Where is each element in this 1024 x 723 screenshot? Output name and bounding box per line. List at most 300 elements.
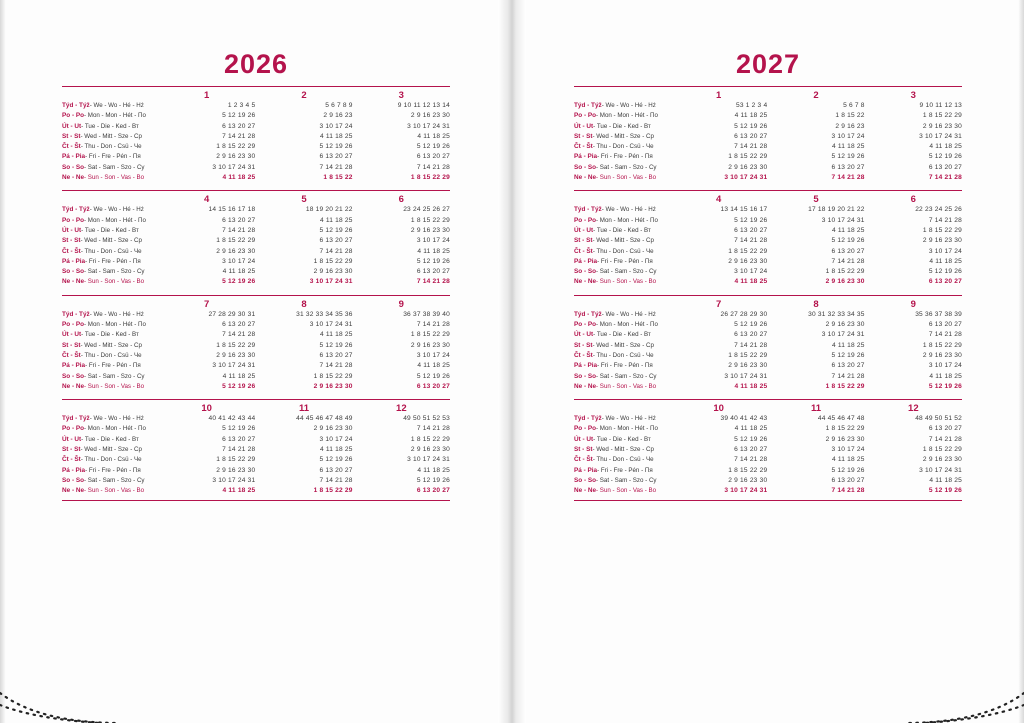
day-label-abbrev: Pá - Pia — [574, 466, 598, 474]
day-numbers-cell: 2 9 16 23 30 — [825, 435, 865, 443]
day-label — [574, 445, 670, 455]
day-label-translations: - We - Wo - Hé - Hż — [89, 415, 144, 423]
quarter-block — [574, 399, 962, 500]
day-row-sun — [574, 173, 962, 183]
day-numbers-cell: 4 11 18 25 — [831, 456, 865, 464]
day-numbers-cell: 1 8 15 22 29 — [313, 372, 353, 380]
day-numbers-cell: 13 14 15 16 17 — [720, 206, 768, 214]
day-label-abbrev: Čt - Št — [574, 351, 593, 359]
day-label-translations: - Fri - Fre - Pén - Пя — [85, 362, 141, 370]
day-row-thu — [574, 455, 962, 465]
day-label-abbrev: Ne - Ne — [574, 278, 597, 286]
month-number: 9 — [398, 298, 404, 310]
day-label-translations: - We - Wo - Hé - Hż — [601, 102, 656, 109]
day-numbers-cell: 6 13 20 27 — [416, 268, 450, 276]
day-label-abbrev: St - St — [574, 341, 593, 349]
month-header-row — [574, 90, 962, 101]
day-label-translations: - Thu - Don - Csü - Че — [592, 456, 654, 464]
day-label-translations: - Mon - Mon - Hét - По — [596, 216, 658, 224]
day-numbers-cell: 3 10 17 24 — [319, 435, 353, 443]
day-row-mon — [62, 424, 450, 434]
day-label — [574, 111, 670, 121]
day-label — [62, 216, 158, 226]
day-label-translations: - Mon - Mon - Hét - По — [84, 216, 146, 224]
day-numbers-cell: 3 10 17 24 31 — [212, 476, 256, 484]
month-header-spacer — [62, 299, 158, 310]
day-numbers-cell: 2 9 16 23 30 — [825, 278, 865, 286]
day-label-translations: - Tue - Die - Ked - Вт — [593, 331, 651, 339]
page-corner-decoration-right — [904, 653, 1024, 723]
day-row-mon — [62, 320, 450, 330]
day-numbers-cell: 4 11 18 25 — [319, 216, 353, 224]
day-label-translations: - Tue - Die - Ked - Вт — [593, 435, 651, 443]
day-numbers-cell: 39 40 41 42 43 — [720, 415, 768, 423]
day-numbers-cell: 1 8 15 22 29 — [922, 446, 962, 454]
day-label-abbrev: Po - Po — [62, 216, 85, 224]
day-row-tue — [62, 226, 450, 236]
page-edge-right — [1018, 0, 1024, 723]
day-label-translations: - Tue - Die - Ked - Вт — [81, 331, 139, 339]
page-corner-decoration-left — [0, 653, 120, 723]
day-label — [62, 382, 158, 392]
day-numbers-cell: 1 2 3 4 5 — [227, 102, 256, 109]
day-label-abbrev: So - So — [574, 372, 597, 380]
day-numbers-cell: 3 10 17 24 31 — [919, 132, 962, 140]
day-numbers-cell: 6 13 20 27 — [831, 247, 865, 255]
day-label — [62, 341, 158, 351]
day-numbers-cell: 6 13 20 27 — [319, 153, 353, 161]
day-label-translations: - Sat - Sam - Szo - Су — [84, 268, 145, 276]
day-label-abbrev: So - So — [62, 163, 85, 171]
month-header-spacer — [574, 403, 670, 414]
day-label — [62, 361, 158, 371]
day-label-translations: - We - Wo - Hé - Hż — [601, 206, 656, 214]
day-label-abbrev: St - St — [574, 237, 593, 245]
day-numbers-cell: 5 12 19 26 — [734, 435, 768, 443]
day-label — [62, 424, 158, 434]
day-label-translations: - Wed - Mitt - Sze - Ср — [592, 132, 654, 140]
day-label — [62, 351, 158, 361]
quarter-table — [574, 205, 962, 287]
day-label — [574, 142, 670, 152]
day-numbers-cell: 4 11 18 25 — [222, 372, 256, 380]
day-row-fri — [574, 361, 962, 371]
day-label — [574, 277, 670, 287]
day-label — [62, 152, 158, 162]
quarter-table — [62, 101, 450, 183]
day-numbers-cell: 1 8 15 22 29 — [216, 341, 256, 349]
day-numbers-cell: 5 12 19 26 — [222, 112, 256, 120]
day-numbers-cell: 4 11 18 25 — [319, 446, 353, 454]
page-right — [512, 0, 1024, 723]
day-label-abbrev: So - So — [62, 268, 85, 276]
day-numbers-cell: 31 32 33 34 35 36 — [296, 310, 353, 318]
day-numbers-cell: 48 49 50 51 52 — [915, 415, 962, 423]
day-label-translations: - Tue - Die - Ked - Вт — [593, 226, 651, 234]
day-numbers-cell: 1 8 15 22 29 — [728, 351, 768, 359]
day-numbers-cell: 4 11 18 25 — [319, 331, 353, 339]
day-numbers-cell: 1 8 15 22 29 — [410, 435, 450, 443]
day-label-translations: - Thu - Don - Csü - Че — [592, 351, 654, 359]
day-label-abbrev: St - St — [62, 132, 81, 140]
day-numbers-cell: 6 13 20 27 — [319, 237, 353, 245]
day-label-abbrev: St - St — [574, 446, 593, 454]
day-row-sat — [574, 267, 962, 277]
day-row-week — [574, 414, 962, 424]
day-numbers-cell: 3 10 17 24 — [416, 351, 450, 359]
day-label-abbrev: Po - Po — [62, 425, 85, 433]
day-numbers-cell: 5 12 19 26 — [319, 456, 353, 464]
day-label-translations: - We - Wo - Hé - Hż — [601, 415, 656, 423]
day-numbers-cell: 2 9 16 23 30 — [313, 268, 353, 276]
day-row-wed — [574, 445, 962, 455]
day-label — [574, 173, 670, 183]
day-row-tue — [62, 122, 450, 132]
day-label-abbrev: Týd - Týž — [62, 102, 90, 109]
day-label-abbrev: Týd - Týž — [574, 415, 602, 423]
day-label-translations: - Sun - Son - Vas - Во — [596, 174, 657, 182]
day-numbers-cell: 53 1 2 3 4 — [735, 102, 768, 109]
day-row-sat — [62, 163, 450, 173]
day-row-sun — [62, 486, 450, 496]
day-label — [574, 205, 670, 215]
day-numbers-cell: 7 14 21 28 — [928, 216, 962, 224]
day-numbers-cell: 1 8 15 22 29 — [728, 247, 768, 255]
day-numbers-cell: 3 10 17 24 31 — [212, 163, 256, 171]
day-label-abbrev: Po - Po — [62, 321, 85, 329]
quarter-table — [62, 414, 450, 496]
month-number: 5 — [813, 194, 819, 206]
day-label-abbrev: Týd - Týž — [574, 310, 602, 318]
day-numbers-cell: 5 12 19 26 — [831, 351, 865, 359]
day-numbers-cell: 3 10 17 24 31 — [212, 362, 256, 370]
day-label-abbrev: Týd - Týž — [574, 206, 602, 214]
day-label-abbrev: Týd - Týž — [574, 102, 602, 109]
day-numbers-cell: 4 11 18 25 — [734, 425, 768, 433]
day-numbers-cell: 5 12 19 26 — [319, 341, 353, 349]
day-label — [574, 455, 670, 465]
day-numbers-cell: 7 14 21 28 — [319, 362, 353, 370]
day-row-week — [62, 414, 450, 424]
month-header-row — [62, 90, 450, 101]
day-label-abbrev: St - St — [62, 237, 81, 245]
day-numbers-cell: 5 6 7 8 9 — [325, 102, 353, 109]
day-numbers-cell: 44 45 46 47 48 — [817, 415, 865, 423]
day-row-fri — [574, 152, 962, 162]
day-numbers-cell: 5 12 19 26 — [928, 268, 962, 276]
day-label-translations: - Sat - Sam - Szo - Су — [84, 163, 145, 171]
day-numbers-cell: 7 14 21 28 — [416, 321, 450, 329]
day-label-translations: - Fri - Fre - Pén - Пя — [597, 153, 653, 161]
day-numbers-cell: 35 36 37 38 39 — [915, 310, 962, 318]
day-numbers-cell: 4 11 18 25 — [929, 476, 962, 484]
day-numbers-cell: 7 14 21 28 — [734, 341, 768, 349]
day-row-week — [62, 310, 450, 320]
day-label-translations: - Mon - Mon - Hét - По — [84, 425, 146, 433]
day-label — [62, 486, 158, 496]
day-label — [62, 267, 158, 277]
day-numbers-cell: 5 12 19 26 — [416, 372, 450, 380]
day-label — [574, 330, 670, 340]
day-row-wed — [62, 341, 450, 351]
day-numbers-cell: 6 13 20 27 — [734, 331, 768, 339]
day-label-translations: - Thu - Don - Csü - Че — [80, 143, 142, 151]
month-header-row — [574, 299, 962, 310]
day-numbers-cell: 4 11 18 25 — [734, 382, 768, 390]
day-numbers-cell: 6 13 20 27 — [928, 278, 962, 286]
day-numbers-cell: 7 14 21 28 — [319, 476, 353, 484]
day-row-tue — [62, 330, 450, 340]
day-numbers-cell: 6 13 20 27 — [928, 321, 962, 329]
day-row-thu — [574, 142, 962, 152]
month-number: 7 — [204, 298, 210, 310]
calendar-left — [0, 86, 512, 501]
day-numbers-cell: 18 19 20 21 22 — [305, 206, 353, 214]
month-header-spacer — [62, 403, 158, 414]
day-numbers-cell: 2 9 16 23 30 — [313, 382, 353, 390]
month-number: 3 — [910, 90, 916, 101]
day-numbers-cell: 1 8 15 22 29 — [313, 257, 353, 265]
day-label-abbrev: Čt - Št — [62, 351, 81, 359]
day-numbers-cell: 6 13 20 27 — [416, 382, 450, 390]
day-label-translations: - We - Wo - Hé - Hż — [89, 102, 144, 109]
day-label-translations: - Wed - Mitt - Sze - Ср — [80, 341, 142, 349]
quarter-table — [574, 101, 962, 183]
day-label-abbrev: Út - Ut — [574, 435, 594, 443]
day-row-sat — [62, 372, 450, 382]
day-label — [62, 435, 158, 445]
day-numbers-cell: 7 14 21 28 — [222, 132, 256, 140]
day-numbers-cell: 5 12 19 26 — [928, 382, 962, 390]
day-label-translations: - Sun - Son - Vas - Во — [84, 382, 145, 390]
day-row-wed — [62, 236, 450, 246]
day-numbers-cell: 2 9 16 23 30 — [922, 456, 962, 464]
day-label-abbrev: Ne - Ne — [574, 174, 597, 182]
day-label-abbrev: Čt - Št — [62, 143, 81, 151]
day-label-translations: - Sun - Son - Vas - Во — [84, 174, 145, 182]
day-numbers-cell: 1 8 15 22 29 — [825, 268, 865, 276]
day-numbers-cell: 3 10 17 24 31 — [821, 216, 865, 224]
day-row-tue — [574, 330, 962, 340]
day-numbers-cell: 2 9 16 23 30 — [728, 362, 768, 370]
day-label-abbrev: Čt - Št — [62, 456, 81, 464]
day-numbers-cell: 7 14 21 28 — [831, 174, 865, 182]
day-label — [574, 414, 670, 424]
day-label — [574, 310, 670, 320]
day-row-week — [62, 205, 450, 215]
day-numbers-cell: 5 12 19 26 — [734, 122, 768, 130]
month-header-spacer — [574, 194, 670, 205]
day-row-thu — [574, 351, 962, 361]
day-label — [62, 132, 158, 142]
day-label — [62, 111, 158, 121]
day-numbers-cell: 3 10 17 24 — [831, 132, 865, 140]
day-label — [62, 320, 158, 330]
day-numbers-cell: 4 11 18 25 — [831, 341, 865, 349]
month-header-spacer — [62, 194, 158, 205]
day-numbers-cell: 2 9 16 23 30 — [216, 247, 256, 255]
day-label — [574, 466, 670, 476]
day-label-translations: - Fri - Fre - Pén - Пя — [85, 153, 141, 161]
day-row-mon — [574, 424, 962, 434]
day-numbers-cell: 2 9 16 23 30 — [825, 321, 865, 329]
quarter-block — [574, 295, 962, 392]
day-numbers-cell: 3 10 17 24 31 — [724, 174, 768, 182]
month-number: 12 — [396, 403, 407, 415]
day-numbers-cell: 4 11 18 25 — [831, 226, 865, 234]
day-numbers-cell: 5 12 19 26 — [319, 226, 353, 234]
day-numbers-cell: 7 14 21 28 — [222, 226, 256, 234]
day-label — [574, 236, 670, 246]
day-label-translations: - Sat - Sam - Szo - Су — [84, 372, 145, 380]
day-numbers-cell: 6 13 20 27 — [831, 476, 865, 484]
day-label-abbrev: Út - Ut — [62, 331, 82, 339]
day-numbers-cell: 27 28 29 30 31 — [208, 310, 256, 318]
day-numbers-cell: 2 9 16 23 30 — [216, 153, 256, 161]
day-numbers-cell: 6 13 20 27 — [319, 466, 353, 474]
month-header-spacer — [574, 299, 670, 310]
month-number: 4 — [716, 194, 722, 206]
day-label-translations: - Fri - Fre - Pén - Пя — [597, 362, 653, 370]
day-label-abbrev: Út - Ut — [62, 226, 82, 234]
day-label-abbrev: Týd - Týž — [62, 415, 90, 423]
day-row-week — [62, 101, 450, 111]
month-number: 4 — [204, 194, 210, 206]
quarter-table — [62, 205, 450, 287]
day-row-week — [574, 101, 962, 111]
day-numbers-cell: 49 50 51 52 53 — [403, 415, 450, 423]
day-row-wed — [574, 132, 962, 142]
day-numbers-cell: 4 11 18 25 — [929, 372, 962, 380]
day-numbers-cell: 4 11 18 25 — [734, 112, 768, 120]
day-numbers-cell: 5 12 19 26 — [319, 143, 353, 151]
day-numbers-cell: 6 13 20 27 — [222, 321, 256, 329]
day-label — [574, 341, 670, 351]
day-numbers-cell: 7 14 21 28 — [928, 174, 962, 182]
day-label — [62, 310, 158, 320]
day-label-translations: - Sat - Sam - Szo - Су — [84, 476, 145, 484]
day-numbers-cell: 5 12 19 26 — [222, 425, 256, 433]
day-numbers-cell: 26 27 28 29 30 — [720, 310, 768, 318]
day-numbers-cell: 1 8 15 22 29 — [728, 153, 768, 161]
day-numbers-cell: 7 14 21 28 — [222, 331, 256, 339]
day-numbers-cell: 17 18 19 20 21 22 — [808, 206, 865, 214]
day-row-fri — [574, 466, 962, 476]
day-numbers-cell: 6 13 20 27 — [734, 446, 768, 454]
day-row-mon — [574, 320, 962, 330]
day-numbers-cell: 4 11 18 25 — [417, 362, 450, 370]
day-row-thu — [62, 142, 450, 152]
month-number: 7 — [716, 298, 722, 310]
day-numbers-cell: 3 10 17 24 31 — [407, 122, 450, 130]
day-numbers-cell: 4 11 18 25 — [417, 247, 450, 255]
day-numbers-cell: 5 12 19 26 — [222, 382, 256, 390]
day-row-sun — [62, 382, 450, 392]
day-numbers-cell: 6 13 20 27 — [319, 351, 353, 359]
day-numbers-cell: 7 14 21 28 — [734, 456, 768, 464]
day-numbers-cell: 6 13 20 27 — [831, 163, 865, 171]
day-numbers-cell: 6 13 20 27 — [734, 132, 768, 140]
day-label — [574, 351, 670, 361]
day-label-translations: - Thu - Don - Csü - Че — [592, 143, 654, 151]
day-numbers-cell: 5 12 19 26 — [831, 237, 865, 245]
day-numbers-cell: 3 10 17 24 31 — [724, 372, 768, 380]
day-row-sun — [62, 277, 450, 287]
day-label-translations: - Thu - Don - Csü - Че — [80, 247, 142, 255]
day-numbers-cell: 2 9 16 23 30 — [922, 122, 962, 130]
quarter-block — [62, 399, 450, 500]
page-edge-left — [0, 0, 6, 723]
day-row-thu — [62, 351, 450, 361]
day-label-translations: - Mon - Mon - Hét - По — [596, 425, 658, 433]
day-row-wed — [62, 132, 450, 142]
day-label-abbrev: Čt - Št — [574, 247, 593, 255]
day-row-sun — [574, 382, 962, 392]
day-numbers-cell: 2 9 16 23 — [835, 122, 865, 130]
day-label — [62, 414, 158, 424]
day-label-translations: - Fri - Fre - Pén - Пя — [597, 466, 653, 474]
day-label-translations: - Wed - Mitt - Sze - Ср — [80, 237, 142, 245]
day-numbers-cell: 7 14 21 28 — [416, 425, 450, 433]
day-label — [574, 382, 670, 392]
day-numbers-cell: 5 12 19 26 — [928, 153, 962, 161]
day-numbers-cell: 1 8 15 22 — [835, 112, 865, 120]
day-label-translations: - Wed - Mitt - Sze - Ср — [80, 446, 142, 454]
day-label — [62, 330, 158, 340]
day-label-translations: - Sun - Son - Vas - Во — [84, 487, 145, 495]
day-numbers-cell: 2 9 16 23 30 — [216, 466, 256, 474]
day-row-mon — [62, 216, 450, 226]
month-number: 11 — [298, 403, 310, 415]
day-label-abbrev: Pá - Pia — [62, 153, 86, 161]
day-label-abbrev: Pá - Pia — [62, 362, 86, 370]
day-numbers-cell: 1 8 15 22 29 — [216, 456, 256, 464]
day-row-mon — [574, 111, 962, 121]
day-label-abbrev: So - So — [62, 476, 85, 484]
day-row-fri — [62, 466, 450, 476]
day-label — [62, 372, 158, 382]
month-number: 1 — [204, 90, 210, 101]
day-numbers-cell: 4 11 18 25 — [417, 132, 450, 140]
day-label-abbrev: Po - Po — [574, 321, 597, 329]
day-label — [574, 486, 670, 496]
day-numbers-cell: 5 12 19 26 — [928, 487, 962, 495]
month-number: 3 — [398, 90, 404, 101]
day-label-abbrev: Ne - Ne — [62, 174, 85, 182]
day-numbers-cell: 5 12 19 26 — [831, 466, 865, 474]
quarter-table — [574, 414, 962, 496]
day-numbers-cell: 3 10 17 24 31 — [821, 331, 865, 339]
month-number: 6 — [398, 194, 404, 206]
day-row-sun — [574, 486, 962, 496]
day-numbers-cell: 4 11 18 25 — [831, 143, 865, 151]
quarter-table — [62, 310, 450, 392]
day-label — [574, 122, 670, 132]
day-label-translations: - We - Wo - Hé - Hż — [89, 310, 144, 318]
day-label — [574, 163, 670, 173]
day-label-translations: - Tue - Die - Ked - Вт — [81, 122, 139, 130]
day-label — [574, 257, 670, 267]
day-label-abbrev: St - St — [62, 341, 81, 349]
day-numbers-cell: 3 10 17 24 — [831, 446, 865, 454]
day-label-translations: - Thu - Don - Csü - Че — [80, 456, 142, 464]
day-label-translations: - Fri - Fre - Pén - Пя — [85, 257, 141, 265]
day-label — [574, 372, 670, 382]
day-label-abbrev: Týd - Týž — [62, 206, 90, 214]
day-row-tue — [62, 435, 450, 445]
day-row-week — [574, 205, 962, 215]
day-numbers-cell: 2 9 16 23 30 — [410, 446, 450, 454]
